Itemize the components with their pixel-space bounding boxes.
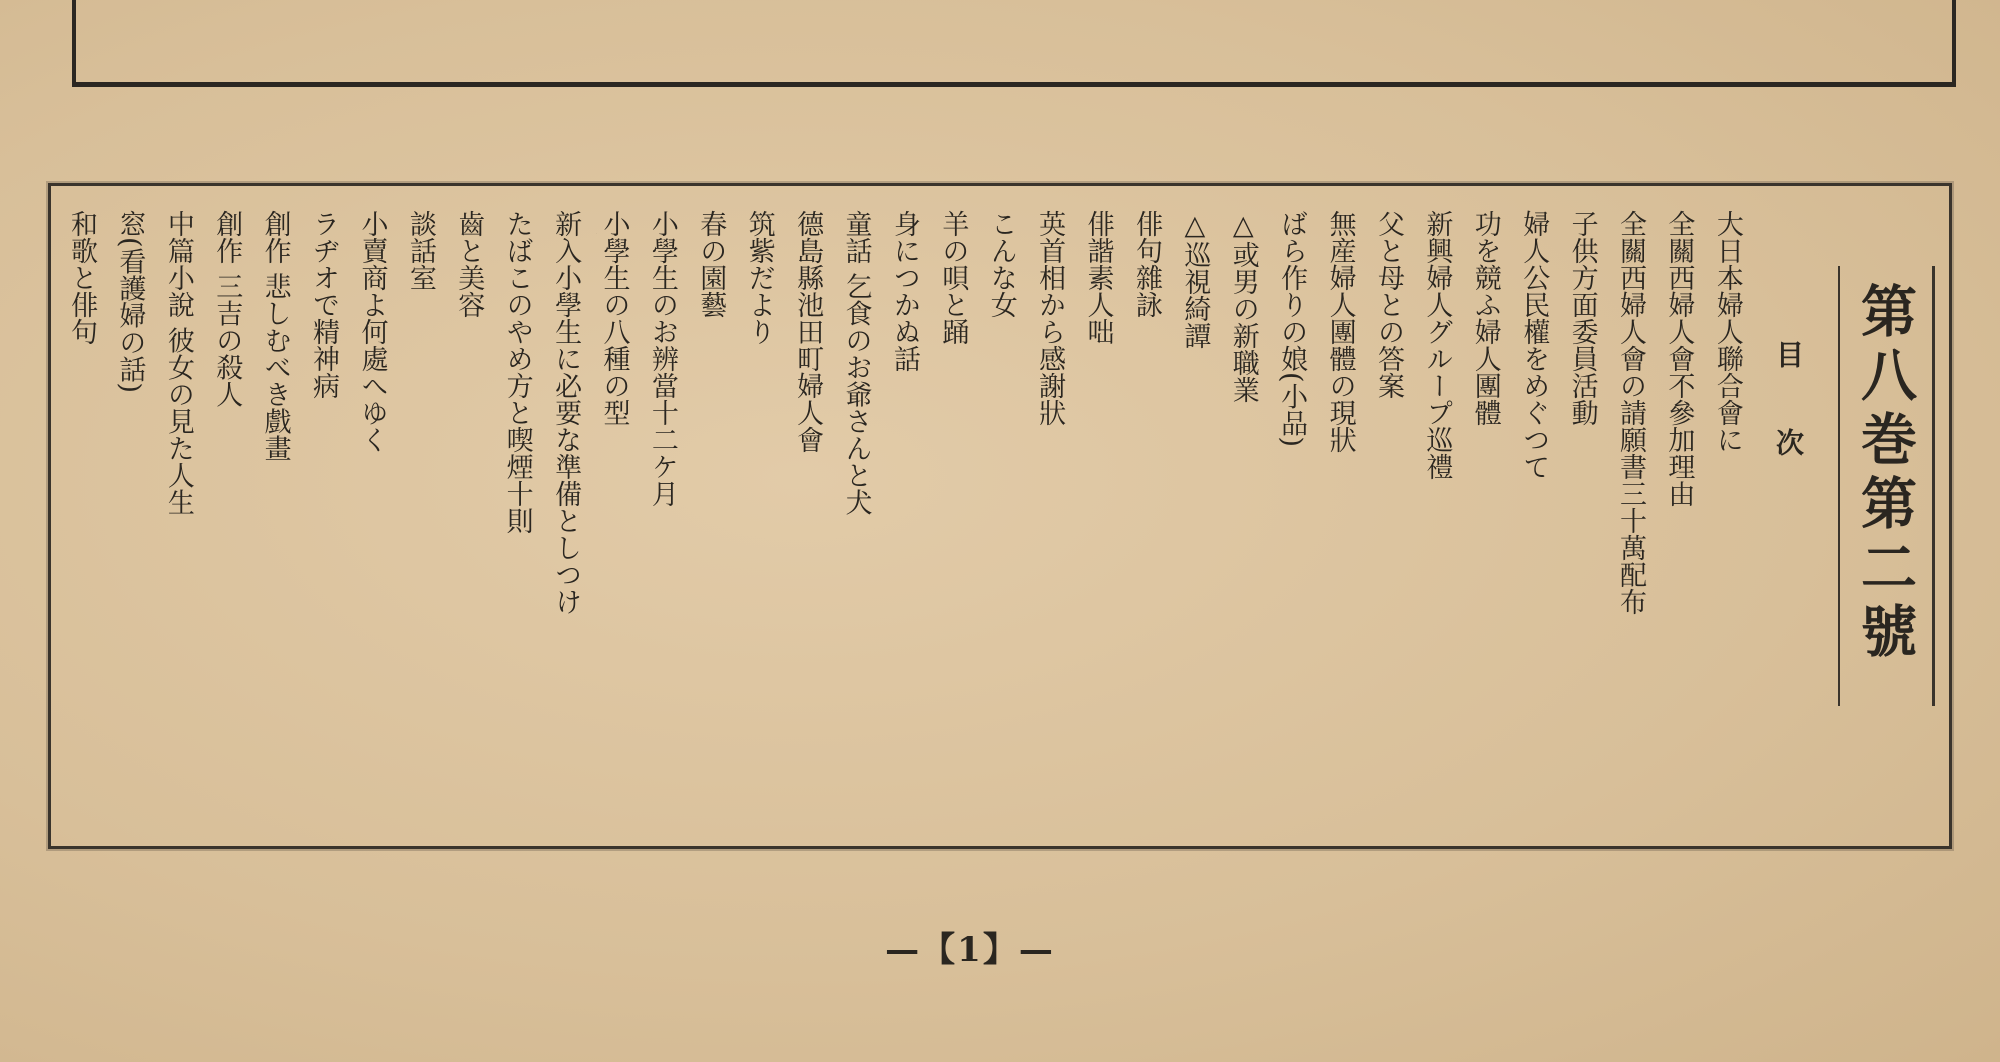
toc-entries	[64, 210, 1744, 830]
entry-title: 英首相から感謝狀	[1034, 210, 1066, 426]
toc-entry	[1177, 210, 1211, 820]
entry-title: 全關西婦人會不參加理由	[1663, 210, 1695, 507]
entry-title: 父と母との答案	[1372, 210, 1404, 399]
entry-title: 子供方面委員活動	[1566, 210, 1598, 426]
entry-title: 俳句雜詠	[1130, 210, 1162, 318]
entry-title: 和歌と俳句	[66, 210, 97, 345]
entry-title: 無産婦人團體の現狀	[1324, 210, 1356, 453]
issue-title: 第八巻第二號	[1852, 282, 1918, 666]
entry-title: ばら作りの娘(小品)	[1276, 210, 1308, 448]
entry-title: 俳諧素人咄	[1082, 210, 1114, 345]
entry-title: たばこのやめ方と喫煙十則	[501, 210, 533, 534]
toc-entry	[403, 210, 437, 820]
entry-title: ラヂオで精神病	[308, 210, 340, 399]
toc-entry	[984, 210, 1018, 820]
entry-title: △或男の新職業	[1227, 210, 1259, 403]
page-folio: —【1】—	[885, 930, 1055, 970]
entry-title: こんな女	[985, 210, 1017, 318]
entry-title: 大日本婦人聯合會に	[1711, 210, 1743, 453]
toc-heading: 目次	[1772, 340, 1805, 516]
entry-title: 童話 乞食のお爺さんと犬	[840, 210, 872, 516]
entry-title: △巡視綺譚	[1179, 210, 1211, 349]
toc-entry	[1613, 210, 1647, 820]
entry-title: 春の園藝	[695, 210, 727, 318]
entry-title: 小學生の八種の型	[598, 210, 630, 426]
entry-title: 創作 三吉の殺人	[211, 210, 243, 408]
entry-title: 談話室	[404, 210, 436, 291]
toc-entry	[354, 210, 388, 820]
entry-title: 身につかぬ話	[888, 210, 920, 372]
toc-entry	[839, 210, 873, 820]
entry-title: 小賣商よ何處へゆく	[356, 210, 388, 453]
entry-title: 功を競ふ婦人團體	[1469, 210, 1501, 426]
entry-title: 新入小學生に必要な準備としつけ	[550, 210, 582, 615]
toc-entry	[1323, 210, 1357, 820]
toc-entry	[645, 210, 679, 820]
toc-entry	[596, 210, 630, 820]
entry-title: 小學生のお辨當十二ケ月	[646, 210, 678, 507]
toc-entry	[935, 210, 969, 820]
toc-entry	[306, 210, 340, 820]
toc-entry	[548, 210, 582, 820]
toc-entry	[451, 210, 485, 820]
entry-title: 中篇小說 彼女の見た人生	[162, 210, 194, 516]
toc-entry	[500, 210, 534, 820]
entry-title: 窓(看護婦の話)	[114, 210, 146, 394]
entry-title: 德島縣池田町婦人會	[792, 210, 824, 453]
toc-entry	[1468, 210, 1502, 820]
entry-title: 筑紫だより	[743, 210, 775, 345]
toc-entry	[1129, 210, 1163, 820]
toc-entry	[693, 210, 727, 820]
toc-entry	[790, 210, 824, 820]
toc-entry	[1419, 210, 1453, 820]
toc-entry	[64, 210, 98, 820]
toc-entry	[1565, 210, 1599, 820]
toc-entry	[1516, 210, 1550, 820]
entry-title: 齒と美容	[453, 210, 485, 318]
entry-title: 全關西婦人會の請願書三十萬配布	[1615, 210, 1646, 615]
entry-title: 羊の唄と踊	[937, 210, 969, 345]
toc-entry	[1661, 210, 1695, 820]
toc-entry	[887, 210, 921, 820]
toc-entry	[209, 210, 243, 820]
entry-title: 新興婦人グループ巡禮	[1421, 210, 1453, 480]
toc-entry	[1371, 210, 1405, 820]
toc-entry	[258, 210, 292, 820]
toc-entry	[161, 210, 195, 820]
entry-title: 創作 悲しむべき戲畫	[259, 210, 291, 462]
entry-title: 婦人公民權をめぐつて	[1518, 210, 1550, 480]
toc-entry	[1226, 210, 1260, 820]
top-frame-border	[72, 0, 1956, 87]
toc-entry	[112, 210, 146, 820]
toc-entry	[1032, 210, 1066, 820]
toc-entry	[1710, 210, 1744, 820]
toc-entry	[1081, 210, 1115, 820]
toc-entry	[742, 210, 776, 820]
toc-entry	[1274, 210, 1308, 820]
